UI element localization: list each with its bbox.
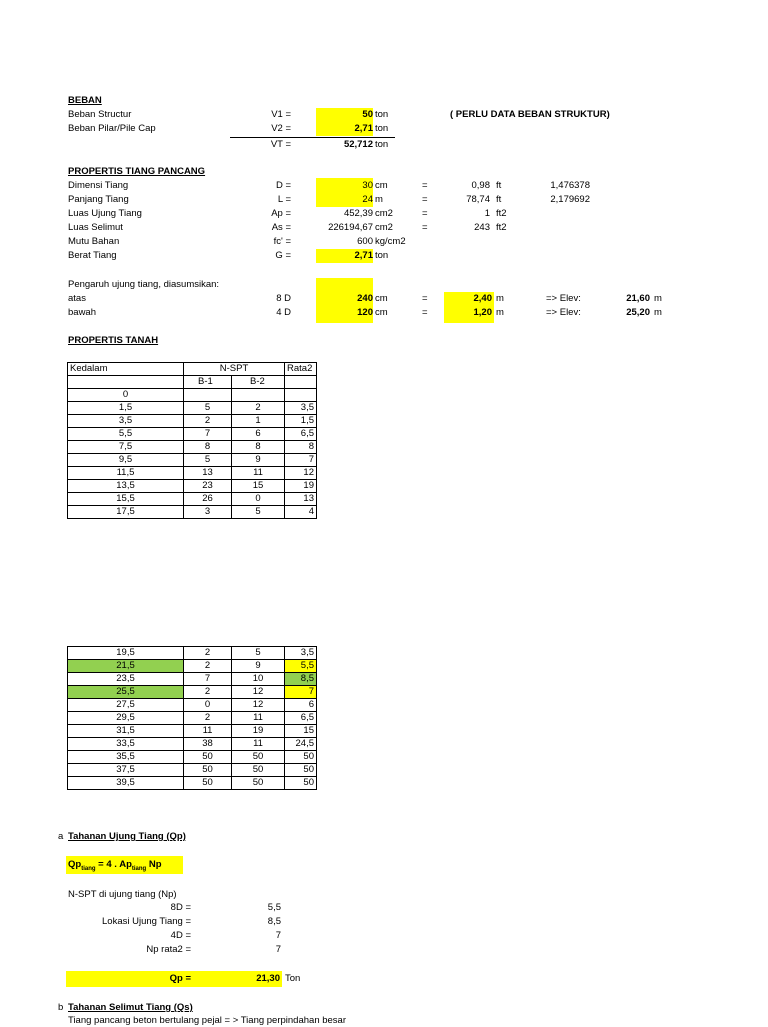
beban-label-v2: Beban Pilar/Pile Cap xyxy=(68,123,156,134)
beban-sym-v2: V2 = xyxy=(271,123,291,134)
cell-b2 xyxy=(232,389,285,402)
cell-b1: 50 xyxy=(184,764,232,777)
cell-d: 17,5 xyxy=(68,506,184,519)
props-unit2: ft2 xyxy=(496,208,507,219)
soil-table-upper xyxy=(67,362,317,519)
cell-b2: 11 xyxy=(232,712,285,725)
cell-b1: 26 xyxy=(184,493,232,506)
cell-b2: 19 xyxy=(232,725,285,738)
props-val[interactable]: 24 xyxy=(362,194,373,205)
pengaruh-unit2: m xyxy=(496,307,504,318)
header-nspt: N-SPT xyxy=(184,363,285,376)
cell-d: 23,5 xyxy=(68,673,184,686)
props-sym: L = xyxy=(277,194,291,205)
soil-table-lower xyxy=(67,646,317,790)
table-row xyxy=(68,441,317,454)
cell-r: 50 xyxy=(285,764,317,777)
cell-r: 3,5 xyxy=(285,647,317,660)
cell-d: 35,5 xyxy=(68,751,184,764)
table-row xyxy=(68,660,317,673)
cell-d: 31,5 xyxy=(68,725,184,738)
props-sym: As = xyxy=(271,222,291,233)
np-val: 5,5 xyxy=(267,902,281,913)
cell-d: 29,5 xyxy=(68,712,184,725)
cell-r: 3,5 xyxy=(285,402,317,415)
pengaruh-title: Pengaruh ujung tiang, diasumsikan: xyxy=(68,279,220,290)
props-eq: = xyxy=(422,194,428,205)
cell-b2: 12 xyxy=(232,686,285,699)
props-sym: Ap = xyxy=(271,208,291,219)
props-unit: cm xyxy=(375,180,388,191)
pengaruh-eq: = xyxy=(422,307,428,318)
cell-b2: 50 xyxy=(232,751,285,764)
cell-b1: 2 xyxy=(184,415,232,428)
cell-b1: 11 xyxy=(184,725,232,738)
cell-d: 0 xyxy=(68,389,184,402)
cell-d: 5,5 xyxy=(68,428,184,441)
cell-d: 9,5 xyxy=(68,454,184,467)
pengaruh-elev: => Elev: xyxy=(546,307,581,318)
beban-val-vt: 52,712 xyxy=(343,139,373,150)
cell-b2: 6 xyxy=(232,428,285,441)
props-val2: 243 xyxy=(474,222,490,233)
table-row xyxy=(68,686,317,699)
np-label: 4D = xyxy=(170,930,191,941)
pengaruh-unit: cm xyxy=(375,293,388,304)
beban-unit-v1: ton xyxy=(375,109,389,120)
cell-r: 7 xyxy=(285,686,317,699)
props-eq: = xyxy=(422,208,428,219)
qp-formula: $Qp_{tiang} = 4$ . $Ap_{tiang}$ Np xyxy=(68,859,162,872)
qs-heading: Tahanan Selimut Tiang (Qs) xyxy=(68,1002,193,1013)
props-label: Mutu Bahan xyxy=(68,236,120,247)
cell-b1 xyxy=(184,389,232,402)
props-unit2: ft2 xyxy=(496,222,507,233)
pengaruh-elevval: 21,60 xyxy=(626,293,650,304)
cell-b2: 12 xyxy=(232,699,285,712)
cell-r: 50 xyxy=(285,777,317,790)
table-row xyxy=(68,428,317,441)
cell-r xyxy=(285,389,317,402)
cell-b2: 50 xyxy=(232,764,285,777)
header-b1: B-1 xyxy=(184,376,232,389)
props-val3: 2,179692 xyxy=(550,194,590,205)
cell-b2: 1 xyxy=(232,415,285,428)
table-row xyxy=(68,647,317,660)
header-blank xyxy=(285,376,317,389)
table-row xyxy=(68,454,317,467)
header-rata2: Rata2 xyxy=(285,363,317,376)
cell-r: 1,5 xyxy=(285,415,317,428)
table-row xyxy=(68,389,317,402)
table-row xyxy=(68,699,317,712)
cell-d: 19,5 xyxy=(68,647,184,660)
cell-b1: 2 xyxy=(184,686,232,699)
cell-d: 13,5 xyxy=(68,480,184,493)
cell-b1: 3 xyxy=(184,506,232,519)
table-row xyxy=(68,415,317,428)
props-unit: kg/cm2 xyxy=(375,236,406,247)
cell-b1: 23 xyxy=(184,480,232,493)
pengaruh-val2: 2,40 xyxy=(473,293,492,304)
pengaruh-unit: cm xyxy=(375,307,388,318)
props-heading: PROPERTIS TIANG PANCANG xyxy=(68,166,206,177)
np-val: 7 xyxy=(275,944,281,955)
cell-r: 6,5 xyxy=(285,712,317,725)
cell-r: 5,5 xyxy=(285,660,317,673)
cell-r: 50 xyxy=(285,751,317,764)
header-kedalam: Kedalam xyxy=(68,363,184,376)
props-unit: cm2 xyxy=(375,222,393,233)
cell-r: 6,5 xyxy=(285,428,317,441)
cell-b2: 5 xyxy=(232,647,285,660)
qp-result-label: Qp = xyxy=(169,973,191,984)
np-val: 7 xyxy=(275,930,281,941)
props-sym: D = xyxy=(275,180,291,191)
np-label: Np rata2 = xyxy=(146,944,191,955)
cell-b2: 5 xyxy=(232,506,285,519)
np-title: N-SPT di ujung tiang (Np) xyxy=(68,889,177,900)
cell-r: 12 xyxy=(285,467,317,480)
cell-b2: 50 xyxy=(232,777,285,790)
props-unit2: ft xyxy=(496,194,502,205)
cell-d: 21,5 xyxy=(68,660,184,673)
pengaruh-val2: 1,20 xyxy=(473,307,492,318)
cell-d: 7,5 xyxy=(68,441,184,454)
cell-d: 11,5 xyxy=(68,467,184,480)
props-unit: m xyxy=(375,194,383,205)
cell-d: 33,5 xyxy=(68,738,184,751)
pengaruh-elevval: 25,20 xyxy=(626,307,650,318)
cell-r: 13 xyxy=(285,493,317,506)
pengaruh-label: bawah xyxy=(68,307,96,318)
cell-b1: 13 xyxy=(184,467,232,480)
cell-b1: 7 xyxy=(184,428,232,441)
qp-letter: a xyxy=(58,831,64,842)
cell-b2: 15 xyxy=(232,480,285,493)
cell-b1: 5 xyxy=(184,454,232,467)
cell-b2: 11 xyxy=(232,738,285,751)
cell-d: 27,5 xyxy=(68,699,184,712)
table-row xyxy=(68,777,317,790)
cell-b1: 2 xyxy=(184,660,232,673)
cell-r: 6 xyxy=(285,699,317,712)
cell-b2: 0 xyxy=(232,493,285,506)
pengaruh-elevunit: m xyxy=(654,293,662,304)
props-val2: 0,98 xyxy=(471,180,490,191)
table-row xyxy=(68,467,317,480)
props-unit: cm2 xyxy=(375,208,393,219)
props-label: Panjang Tiang xyxy=(68,194,129,205)
pengaruh-elevunit: m xyxy=(654,307,662,318)
props-val3: 1,476378 xyxy=(550,180,590,191)
props-sym: fc' = xyxy=(273,236,291,247)
np-label: 8D = xyxy=(170,902,191,913)
props-val[interactable]: 30 xyxy=(362,180,373,191)
cell-b2: 11 xyxy=(232,467,285,480)
cell-b2: 2 xyxy=(232,402,285,415)
beban-label-v1: Beban Structur xyxy=(68,109,132,120)
qp-result-value: 21,30 xyxy=(256,973,280,984)
cell-r: 8 xyxy=(285,441,317,454)
table-row xyxy=(68,738,317,751)
np-label: Lokasi Ujung Tiang = xyxy=(102,916,191,927)
beban-sym-vt: VT = xyxy=(270,139,291,150)
np-val: 8,5 xyxy=(267,916,281,927)
pengaruh-elev: => Elev: xyxy=(546,293,581,304)
cell-r: 8,5 xyxy=(285,673,317,686)
cell-r: 19 xyxy=(285,480,317,493)
cell-r: 24,5 xyxy=(285,738,317,751)
cell-b1: 38 xyxy=(184,738,232,751)
pengaruh-sym: 8 D xyxy=(276,293,291,304)
cell-r: 15 xyxy=(285,725,317,738)
props-eq: = xyxy=(422,222,428,233)
table-row xyxy=(68,712,317,725)
table-row xyxy=(68,506,317,519)
pengaruh-unit2: m xyxy=(496,293,504,304)
table-row xyxy=(68,673,317,686)
cell-b1: 50 xyxy=(184,777,232,790)
cell-b2: 10 xyxy=(232,673,285,686)
sum-line xyxy=(230,137,395,138)
table-row xyxy=(68,751,317,764)
props-unit: ton xyxy=(375,250,389,261)
props-label: Luas Selimut xyxy=(68,222,123,233)
header-blank xyxy=(68,376,184,389)
pengaruh-label: atas xyxy=(68,293,86,304)
props-eq: = xyxy=(422,180,428,191)
beban-unit-v2: ton xyxy=(375,123,389,134)
qs-text: Tiang pancang beton bertulang pejal = > Tiang perpindahan besar xyxy=(68,1015,347,1026)
cell-b1: 2 xyxy=(184,647,232,660)
cell-b1: 7 xyxy=(184,673,232,686)
cell-b1: 0 xyxy=(184,699,232,712)
cell-b2: 9 xyxy=(232,660,285,673)
cell-d: 39,5 xyxy=(68,777,184,790)
props-label: Dimensi Tiang xyxy=(68,180,129,191)
qp-result-unit: Ton xyxy=(285,973,301,984)
beban-sym-v1: V1 = xyxy=(271,109,291,120)
beban-heading: BEBAN xyxy=(68,95,102,106)
qp-heading: Tahanan Ujung Tiang (Qp) xyxy=(68,831,186,842)
pengaruh-sym: 4 D xyxy=(276,307,291,318)
props-val2: 1 xyxy=(484,208,490,219)
cell-r: 4 xyxy=(285,506,317,519)
cell-b1: 5 xyxy=(184,402,232,415)
cell-d: 3,5 xyxy=(68,415,184,428)
cell-d: 25,5 xyxy=(68,686,184,699)
props-val2: 78,74 xyxy=(466,194,490,205)
table-row xyxy=(68,493,317,506)
qs-letter: b xyxy=(58,1002,64,1013)
table-row xyxy=(68,402,317,415)
cell-b2: 9 xyxy=(232,454,285,467)
cell-b1: 8 xyxy=(184,441,232,454)
props-val: 600 xyxy=(357,236,373,247)
props-sym: G = xyxy=(275,250,291,261)
pengaruh-val: 120 xyxy=(357,307,373,318)
beban-unit-vt: ton xyxy=(375,139,389,150)
beban-val-v2[interactable]: 2,71 xyxy=(354,123,373,134)
tanah-heading: PROPERTIS TANAH xyxy=(68,335,159,346)
beban-note: ( PERLU DATA BEBAN STRUKTUR) xyxy=(450,109,610,120)
cell-r: 7 xyxy=(285,454,317,467)
table-row xyxy=(68,480,317,493)
cell-b1: 50 xyxy=(184,751,232,764)
props-label: Luas Ujung Tiang xyxy=(68,208,142,219)
pengaruh-eq: = xyxy=(422,293,428,304)
cell-d: 37,5 xyxy=(68,764,184,777)
cell-b2: 8 xyxy=(232,441,285,454)
table-row xyxy=(68,725,317,738)
props-label: Berat Tiang xyxy=(68,250,117,261)
cell-b1: 2 xyxy=(184,712,232,725)
props-val: 452,39 xyxy=(343,208,373,219)
props-unit2: ft xyxy=(496,180,502,191)
beban-val-v1[interactable]: 50 xyxy=(362,109,373,120)
cell-d: 1,5 xyxy=(68,402,184,415)
props-val: 226194,67 xyxy=(328,222,373,233)
cell-d: 15,5 xyxy=(68,493,184,506)
table-row xyxy=(68,764,317,777)
header-b2: B-2 xyxy=(232,376,285,389)
props-val[interactable]: 2,71 xyxy=(354,250,373,261)
pengaruh-val: 240 xyxy=(357,293,373,304)
